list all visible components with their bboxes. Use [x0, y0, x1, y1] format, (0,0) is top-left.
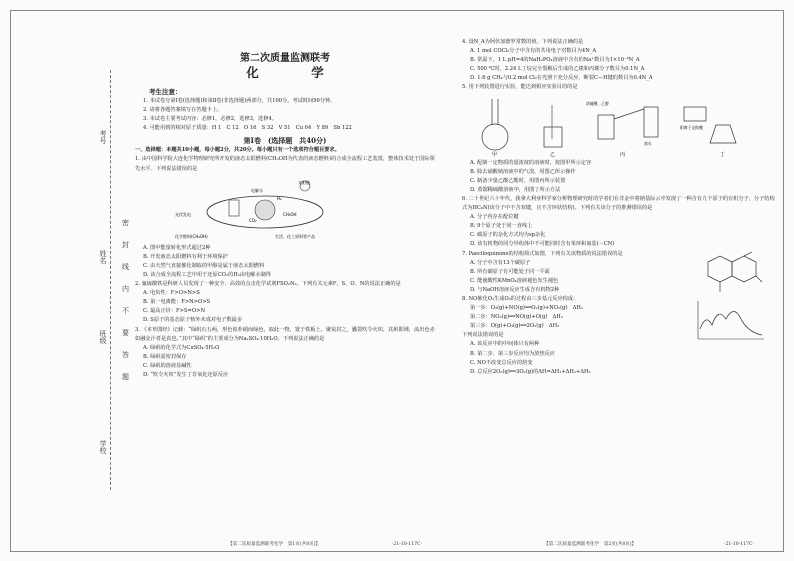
option: B. 第一电离能：F>N>O>S: [143, 299, 211, 306]
option: C. 碳原子的杂化方式均为sp杂化: [470, 232, 546, 239]
option: A. 配制一定物质的量浓度的溶液时，按图甲所示定容: [470, 159, 592, 166]
notes-heading: 考生注意：: [149, 88, 182, 96]
fig-label: CO₂: [249, 217, 257, 223]
option: B. 开发液态太阳燃料有利于环境保护: [143, 253, 228, 260]
question-sub: 下列说法错误的是: [462, 332, 504, 339]
question-5: [462, 83, 777, 194]
question-7: [462, 250, 777, 295]
option: C. 500 ℃时，2.24 L丁烷完全裂解后生成的乙烯和丙烯分子数目为0.1N_A: [470, 66, 645, 73]
q1-figure: [155, 176, 355, 242]
question-8: [462, 295, 777, 377]
option: C. 制备少量乙酸乙酯时，用图丙所示装置: [470, 177, 566, 184]
question-stem: 4. 设N_A为阿伏加德罗常数的值。下列说法正确的是: [462, 39, 584, 45]
binding-dashed-line: [110, 70, 111, 490]
fig-label: 丙: [620, 151, 626, 157]
option: B. 9个原子处于同一直线上: [470, 223, 533, 230]
reaction-step: 第三步：O(g)+O₃(g)══2O₂(g) ΔH₃: [470, 323, 560, 330]
option: C. 绿矾的溶液显碱性: [143, 362, 192, 369]
option: C. NO不改变总反应的焓变: [470, 359, 533, 366]
fig-label: 阳离子交换膜: [680, 124, 703, 130]
option: D. 蒸馏稀硫酸溶液中，用图丁所示方法: [470, 186, 561, 193]
notes-item: 1. 本试卷分第Ⅰ卷(选择题)和第Ⅱ卷(非选择题)两部分，共100分。考试时间90分钟。: [143, 98, 336, 104]
question-stem: 6. 二十世纪六十年代，我拿大利亚科学家分析物理研究时的学者们在非金中将钠基际云中发现了一种含有九个原子的有机分子，分子结构式为HC₈N(该分子中不含双键，且不含环状结构)。下列有关该分子的推测错误的是: [462, 195, 775, 212]
fig-label: H₂: [277, 195, 282, 201]
question-stem: 5. 用下列装置进行实验，能达到相应实验目的的是: [462, 84, 578, 91]
option: B. 常温下，1 L pH=4的NaH₂PO₄溶液中含有的Na⁺数目为1×10⁻⁴N_A: [470, 57, 640, 64]
footer-left-code: ·21-10-117C·: [392, 542, 422, 547]
energy-profile: [694, 299, 768, 343]
process-diagram: [155, 176, 355, 242]
option: D. S原子的基态原子核外未成对电子数最多: [143, 317, 243, 324]
option: C. 最高正价：F>S=O>N: [143, 308, 206, 315]
binding-char: 密: [122, 219, 129, 227]
left-column: [135, 38, 435, 380]
fig-label: 电解水: [251, 187, 263, 193]
notes-item: 3. 本试卷主要考试内容：必修1，必修2，选修3，选修4。: [143, 116, 277, 123]
option: D. 该合成全流程工艺中用于还原CO₂的H₂由电解水制得: [143, 271, 271, 278]
section-title: 第Ⅰ卷 (选择题 共40分): [243, 136, 327, 146]
option: D. 1.6 g CH₄与0.2 mol Cl₂在光照下充分反应，断裂C—H键的数目为0.4N_A: [470, 75, 653, 82]
option: A. 分子中含有13个碳原子: [470, 259, 531, 266]
apparatus-diagram: [468, 95, 758, 157]
binding-char: 内: [122, 285, 129, 293]
binding-char: 要: [122, 329, 129, 337]
option: A. 绿矾的化学式为CuSO₄·5H₂O: [143, 344, 220, 351]
notes-item: 4. 可能用到的相对原子质量：H 1 C 12 O 16 S 32 V 51 Cu 64 Y 89 Sb 122: [143, 125, 352, 132]
question-6: [462, 195, 777, 250]
option: D. 与NaOH溶液反应生成含有机物2种: [470, 286, 560, 293]
question-stem: 7. Paeciloquinone的结构简式如图，下列有关该物质的说法错误的是: [462, 250, 623, 257]
section-instruction: 一、选择题：本题共10小题，每小题2分，共20分。每小题只有一个选项符合题目要求。: [135, 147, 340, 154]
question-stem: 2. 氟硫酸铁是科研人员发现了一种安全、高效的点击化学试剂FSO₂N₃，下列有关元素F、S、O、N的说法正确的是: [135, 281, 401, 288]
question-2: [135, 280, 435, 325]
option: A. 电负性：F>O>N>S: [143, 290, 200, 297]
footer-right-code: ·21-10-117C·: [724, 542, 754, 547]
fig-label: 化学燃料(CH₃OH): [175, 233, 208, 239]
option: B. 所有碳原子有可能处于同一平面: [470, 268, 550, 275]
option: B. 第二步、第三步反应均为放热反应: [470, 350, 555, 357]
question-1: [135, 155, 435, 280]
option: B. 绿矾需密封保存: [143, 353, 187, 360]
option: A. 1 mol COCl₂分子中含有的共用电子对数目为4N_A: [470, 48, 597, 55]
fig-label: CH₃OH: [283, 211, 297, 217]
fig-label: 光伏发电: [175, 211, 191, 217]
option: D. 该有机物的同分异构体中不可能同时含有苯环和氰基(－CN): [470, 241, 615, 248]
question-4: [462, 38, 777, 83]
right-column: [462, 38, 777, 377]
reaction-step: 第一步：O₃(g)+NO(g)══O₂(g)+NO₂(g) ΔH₁: [470, 305, 584, 312]
binding-label-exam-no: 考号: [99, 130, 107, 144]
question-stem: 3. 《本草图经》记载：“绿矾石五两，形色似朴硝而绿色，取此一物，置于铁板上，聚炭封之，囊袋吹令火炽，其矾即沸，流出色赤如融金汁者是真也。”其中“绿矾”的主要成分为Na₂SO₄·10H₂O。下列说法正确的是: [135, 326, 435, 342]
exam-subject: 化 学: [246, 65, 344, 80]
option: A. 该反应中的中间体只有两种: [470, 341, 540, 348]
binding-label-name: 姓名: [99, 250, 107, 264]
exam-title: 第二次质量监测联考: [240, 53, 330, 64]
question-3: [135, 326, 435, 381]
binding-char: 题: [122, 373, 129, 381]
binding-char: 不: [122, 307, 129, 315]
option: A. 分子内存在配位键: [470, 214, 519, 221]
molecule-structure: [694, 252, 764, 300]
reaction-step: 第二步：NO₂(g)══NO(g)+O(g) ΔH₂: [470, 314, 563, 321]
q5-figure: [468, 95, 758, 157]
notes-item: 2. 请将各题答案填写在答题卡上。: [143, 107, 223, 114]
binding-label-class: 班级: [99, 330, 107, 344]
option: C. 能使酸性KMnO₄溶液褪色发生褪色: [470, 277, 559, 284]
fig-label: 生活、化工原料等产品: [275, 233, 315, 239]
question-stem: 8. NO催化O₃生成O₂的过程由三步基元反应构成：: [462, 295, 579, 302]
fig-label: 丁: [720, 151, 726, 157]
fig-label: 溴水: [644, 140, 652, 146]
fig-label: 太阳能: [298, 179, 310, 185]
question-stem: 1. 由中国科学院大连化学物理研究所开发的液态太阳燃料(CH₃OH为代表的液态燃料)的合成全流程工艺装置，整体技术处于国际领先水平。下列说法错误的是: [135, 156, 435, 172]
option: D. 总反应2O₃(g)══3O₂(g)的ΔH=ΔH₁+ΔH₂+ΔH₃: [470, 368, 591, 375]
fig-label: 乙: [550, 151, 556, 157]
binding-label-school: 学校: [99, 440, 107, 454]
option: C. 由天然气直接催化制取的甲醇是属于液态太阳燃料: [143, 262, 265, 269]
fig-label: 甲: [492, 151, 498, 157]
fig-label: 浓硫酸、乙醇: [586, 100, 609, 106]
option: B. 除去硝酸钠溶液中的气溴，用图乙所示操作: [470, 168, 576, 175]
option: D. “吹令火炽”发生了非氧化还原反应: [143, 371, 229, 378]
footer-left: 【第二次质量监测联考化学 第1页(共8页)】: [228, 542, 321, 547]
binding-char: 线: [122, 263, 129, 271]
option: A. 图中能量转化形式超过2种: [143, 244, 211, 251]
binding-char: 封: [122, 241, 129, 249]
binding-char: 答: [122, 351, 129, 359]
footer-right: 【第二次质量监测联考化学 第2页(共8页)】: [544, 542, 637, 547]
